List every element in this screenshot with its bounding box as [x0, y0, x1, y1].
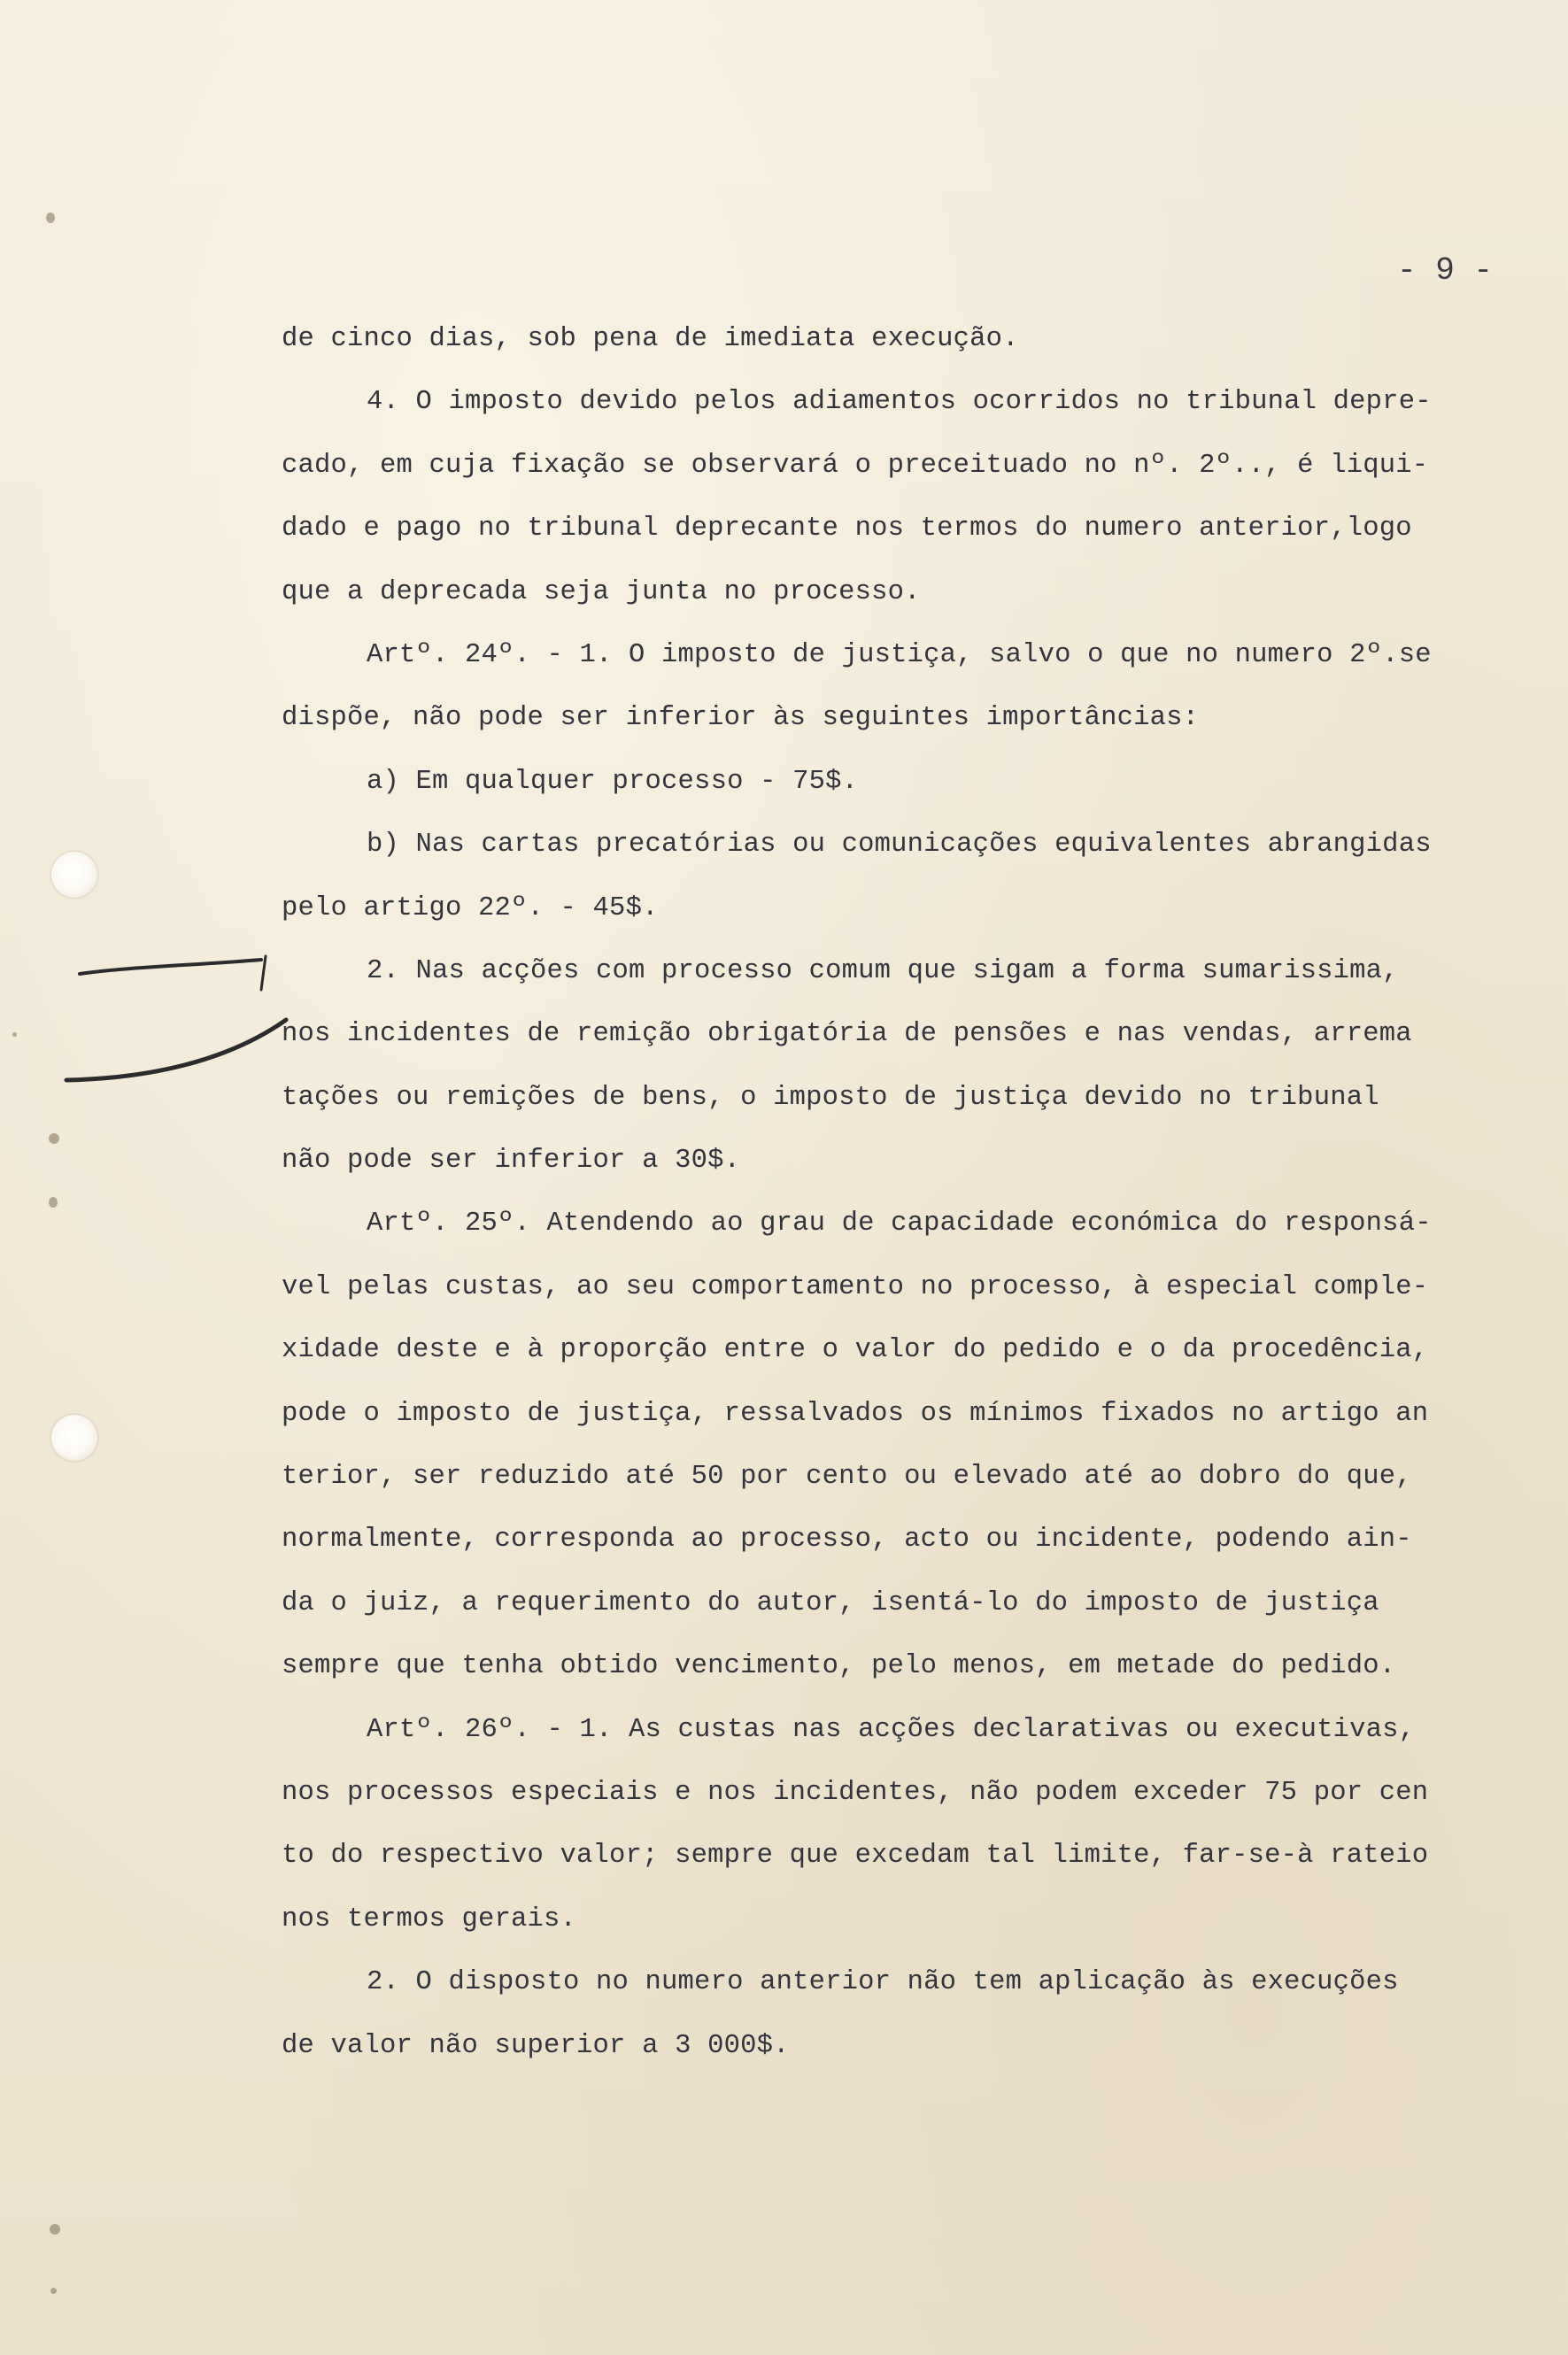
- text-line: sempre que tenha obtido vencimento, pelo menos, em metade do pedido.: [282, 1651, 1396, 1682]
- text-line: b) Nas cartas precatórias ou comunicações equivalentes abrangidas: [367, 830, 1432, 861]
- text-line: dispõe, não pode ser inferior às seguintes importâncias:: [282, 703, 1200, 734]
- margin-speck: [46, 212, 55, 223]
- text-line: xidade deste e à proporção entre o valor do pedido e o da procedência,: [282, 1335, 1429, 1366]
- punch-hole-top: [51, 852, 97, 898]
- text-line: cado, em cuja fixação se observará o preceituado no nº. 2º.., é liqui-: [282, 450, 1429, 481]
- margin-speck: [50, 2288, 57, 2294]
- text-line: vel pelas custas, ao seu comportamento no processo, à especial comple-: [282, 1271, 1429, 1302]
- text-line: de valor não superior a 3 000$.: [282, 2030, 790, 2061]
- text-line: 2. Nas acções com processo comum que sigam a forma sumarissima,: [367, 955, 1399, 986]
- text-line: terior, ser reduzido até 50 por cento ou elevado até ao dobro do que,: [282, 1462, 1412, 1493]
- text-line: de cinco dias, sob pena de imediata execução.: [282, 324, 1019, 354]
- page-number: - 9 -: [1397, 252, 1494, 289]
- margin-speck: [12, 1032, 17, 1037]
- text-line: nos termos gerais.: [282, 1903, 577, 1934]
- text-line: não pode ser inferior a 30$.: [282, 1146, 741, 1177]
- text-line: dado e pago no tribunal deprecante nos termos do numero anterior,logo: [282, 513, 1412, 544]
- text-line: pode o imposto de justiça, ressalvados os mínimos fixados no artigo an: [282, 1398, 1429, 1429]
- text-line: 2. O disposto no numero anterior não tem aplicação às execuções: [367, 1967, 1399, 1998]
- text-line: tações ou remições de bens, o imposto de justiça devido no tribunal: [282, 1082, 1379, 1113]
- text-line: nos incidentes de remição obrigatória de pensões e nas vendas, arrema: [282, 1019, 1412, 1050]
- text-line: pelo artigo 22º. - 45$.: [282, 892, 659, 923]
- text-line: normalmente, corresponda ao processo, acto ou incidente, podendo ain-: [282, 1525, 1412, 1556]
- margin-speck: [49, 1197, 58, 1208]
- text-line: to do respectivo valor; sempre que excedam tal limite, far-se-à rateio: [282, 1841, 1429, 1872]
- text-line: a) Em qualquer processo - 75$.: [367, 766, 859, 797]
- margin-speck: [50, 2224, 60, 2235]
- punch-hole-bottom: [51, 1415, 97, 1461]
- document-body: [282, 308, 1521, 2078]
- text-line: 4. O imposto devido pelos adiamentos ocorridos no tribunal depre-: [367, 387, 1432, 418]
- text-line: Artº. 25º. Atendendo ao grau de capacidade económica do responsá-: [367, 1208, 1432, 1239]
- handwritten-bracket-mark: [49, 938, 314, 1098]
- text-line: nos processos especiais e nos incidentes, não podem exceder 75 por cen: [282, 1777, 1429, 1808]
- text-line: que a deprecada seja junta no processo.: [282, 576, 921, 607]
- margin-speck: [49, 1133, 59, 1144]
- text-line: Artº. 24º. - 1. O imposto de justiça, salvo o que no numero 2º.se: [367, 639, 1432, 670]
- text-line: da o juiz, a requerimento do autor, isentá-lo do imposto de justiça: [282, 1587, 1379, 1618]
- text-line: Artº. 26º. - 1. As custas nas acções declarativas ou executivas,: [367, 1714, 1416, 1745]
